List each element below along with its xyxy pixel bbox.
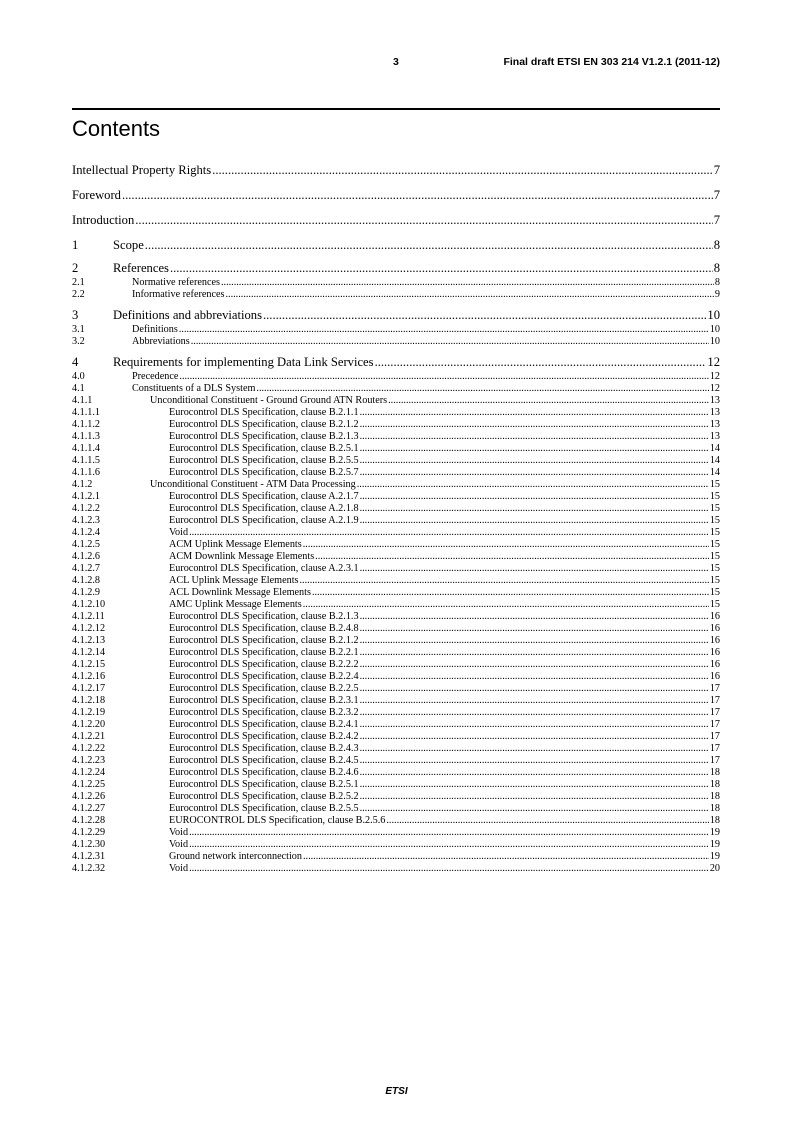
toc-entry-number: 4.1.2.2: [72, 503, 101, 514]
dot-leader: [360, 623, 709, 634]
dot-leader: [360, 491, 709, 502]
page-title: Contents: [72, 116, 161, 141]
toc-entry-page[interactable]: 13: [709, 431, 720, 442]
toc-entry[interactable]: [72, 647, 720, 659]
dot-leader: [360, 683, 709, 694]
toc-entry[interactable]: [72, 455, 720, 467]
toc-entry-number: 4.1.2.32: [72, 863, 106, 874]
toc-entry-number: 4.1.2.19: [72, 707, 106, 718]
toc-entry-title[interactable]: AMC Uplink Message Elements: [169, 599, 302, 610]
dot-leader: [360, 611, 709, 622]
toc-entry[interactable]: [72, 261, 720, 277]
toc-entry[interactable]: [72, 277, 720, 289]
page-footer: ETSI: [385, 1086, 408, 1097]
toc-entry-page[interactable]: 10: [709, 324, 720, 335]
toc-entry-page[interactable]: 15: [709, 587, 720, 598]
toc-entry-title[interactable]: Eurocontrol DLS Specification, clause B.2.5.1: [169, 779, 359, 790]
toc-entry-page[interactable]: 15: [709, 527, 720, 538]
dot-leader: [263, 308, 706, 323]
toc-entry-page[interactable]: 15: [709, 503, 720, 514]
toc-entry[interactable]: [72, 659, 720, 671]
toc-entry-number: 4.1.2.9: [72, 587, 101, 598]
toc-entry-title[interactable]: Eurocontrol DLS Specification, clause B.2.5.5: [169, 803, 359, 814]
toc-entry-page[interactable]: 15: [709, 563, 720, 574]
toc-entry[interactable]: [72, 238, 720, 254]
toc-entry-page[interactable]: 8: [713, 261, 720, 275]
header-rule: [72, 108, 720, 110]
toc-entry-number: 4.1.2.20: [72, 719, 106, 730]
toc-entry-page[interactable]: 19: [709, 827, 720, 838]
toc-entry-number: 4.1.2.25: [72, 779, 106, 790]
toc-entry[interactable]: [72, 731, 720, 743]
toc-entry-title[interactable]: Unconditional Constituent - ATM Data Processing: [150, 479, 356, 490]
toc-entry-page[interactable]: 16: [709, 623, 720, 634]
dot-leader: [145, 238, 713, 253]
dot-leader: [357, 479, 709, 490]
toc-entry[interactable]: [72, 336, 720, 348]
dot-leader: [135, 213, 712, 228]
toc-entry-page[interactable]: 18: [709, 815, 720, 826]
toc-entry-number: 4.1.2.31: [72, 851, 106, 862]
toc-entry-page[interactable]: 8: [713, 238, 720, 252]
dot-leader: [122, 188, 713, 203]
toc-entry-number: 4.1.1.3: [72, 431, 101, 442]
toc-entry[interactable]: [72, 289, 720, 301]
toc-entry[interactable]: [72, 163, 720, 181]
toc-entry-page[interactable]: 17: [709, 683, 720, 694]
toc-entry[interactable]: [72, 671, 720, 683]
toc-entry-title[interactable]: Eurocontrol DLS Specification, clause B.2.5.5: [169, 455, 359, 466]
toc-entry-title[interactable]: Normative references: [132, 277, 220, 288]
dot-leader: [300, 575, 709, 586]
toc-entry[interactable]: [72, 443, 720, 455]
toc-entry[interactable]: [72, 851, 720, 863]
toc-entry[interactable]: [72, 515, 720, 527]
dot-leader: [303, 599, 709, 610]
toc-entry-number: 4.1.2.22: [72, 743, 106, 754]
toc-entry-number: 4.1.2.16: [72, 671, 106, 682]
toc-entry-number: 4.1.2.30: [72, 839, 106, 850]
dot-leader: [360, 407, 709, 418]
toc-entry-title[interactable]: Constituents of a DLS System: [132, 383, 256, 394]
toc-entry-title[interactable]: Eurocontrol DLS Specification, clause B.2.5.2: [169, 791, 359, 802]
toc-entry-title[interactable]: Informative references: [132, 289, 225, 300]
toc-entry[interactable]: [72, 815, 720, 827]
toc-entry-page[interactable]: 15: [709, 479, 720, 490]
toc-entry-number: 4.1.1: [72, 395, 93, 406]
toc-entry-title[interactable]: Eurocontrol DLS Specification, clause B.2.4.2: [169, 731, 359, 742]
toc-entry-title[interactable]: Eurocontrol DLS Specification, clause B.2.4.8: [169, 623, 359, 634]
dot-leader: [179, 371, 708, 382]
toc-entry-number: 4.1.2.1: [72, 491, 101, 502]
toc-entry-page[interactable]: 16: [709, 647, 720, 658]
dot-leader: [360, 515, 709, 526]
toc-entry-title[interactable]: Eurocontrol DLS Specification, clause B.2.2.1: [169, 647, 359, 658]
toc-entry-title[interactable]: Precedence: [132, 371, 179, 382]
toc-entry[interactable]: [72, 635, 720, 647]
toc-entry-number: 4.1.2.6: [72, 551, 101, 562]
toc-entry-page[interactable]: 15: [709, 551, 720, 562]
dot-leader: [360, 503, 709, 514]
toc-entry-number: 4.1.2.28: [72, 815, 106, 826]
toc-entry-page[interactable]: 14: [709, 443, 720, 454]
toc-entry-number: 4.0: [72, 371, 85, 382]
toc-entry-number: 4.1.2.8: [72, 575, 101, 586]
toc-entry-page[interactable]: 13: [709, 395, 720, 406]
toc-entry-title[interactable]: Void: [169, 839, 189, 850]
dot-leader: [189, 839, 709, 850]
dot-leader: [360, 455, 709, 466]
dot-leader: [179, 324, 709, 335]
toc-entry-number: 4.1.2: [72, 479, 93, 490]
toc-entry[interactable]: [72, 407, 720, 419]
toc-entry-title[interactable]: Abbreviations: [132, 336, 190, 347]
page-number: 3: [393, 56, 399, 68]
toc-entry[interactable]: [72, 395, 720, 407]
toc-entry-title[interactable]: ACL Uplink Message Elements: [169, 575, 299, 586]
dot-leader: [360, 431, 709, 442]
toc-entry-number: 4.1.2.29: [72, 827, 106, 838]
toc-entry-title[interactable]: Intellectual Property Rights: [72, 163, 212, 177]
toc-entry[interactable]: [72, 383, 720, 395]
dot-leader: [225, 289, 713, 300]
toc-entry[interactable]: [72, 563, 720, 575]
toc-entry-title[interactable]: Eurocontrol DLS Specification, clause B.2.2.4: [169, 671, 359, 682]
toc-entry-page[interactable]: 19: [709, 851, 720, 862]
toc-entry-number: 3.2: [72, 336, 85, 347]
toc-entry-page[interactable]: 17: [709, 719, 720, 730]
toc-entry[interactable]: [72, 707, 720, 719]
toc-entry-title[interactable]: ACM Downlink Message Elements: [169, 551, 315, 562]
toc-entry-page[interactable]: 17: [709, 743, 720, 754]
toc-entry-page[interactable]: 16: [709, 671, 720, 682]
toc-entry-number: 2.2: [72, 289, 85, 300]
toc-entry-page[interactable]: 12: [709, 371, 720, 382]
toc-entry-number: 4.1.1.1: [72, 407, 101, 418]
dot-leader: [386, 815, 708, 826]
toc-entry[interactable]: [72, 539, 720, 551]
dot-leader: [212, 163, 713, 178]
toc-entry-title[interactable]: Eurocontrol DLS Specification, clause B.2.4.5: [169, 755, 359, 766]
toc-entry-page[interactable]: 17: [709, 755, 720, 766]
toc-entry-page[interactable]: 12: [707, 355, 720, 369]
toc-entry[interactable]: [72, 479, 720, 491]
toc-entry-title[interactable]: ACL Downlink Message Elements: [169, 587, 311, 598]
toc-entry-title[interactable]: Eurocontrol DLS Specification, clause B.2.1.2: [169, 419, 359, 430]
toc-entry[interactable]: [72, 767, 720, 779]
toc-entry[interactable]: [72, 355, 720, 371]
toc-entry-number: 4.1.2.26: [72, 791, 106, 802]
toc-entry[interactable]: [72, 467, 720, 479]
toc-entry[interactable]: [72, 743, 720, 755]
toc-entry[interactable]: [72, 188, 720, 206]
toc-entry-title[interactable]: Eurocontrol DLS Specification, clause B.2.5.1: [169, 443, 359, 454]
toc-entry-number: 4.1.1.6: [72, 467, 101, 478]
toc-entry-number: 4.1.2.27: [72, 803, 106, 814]
toc-entry-title[interactable]: ACM Uplink Message Elements: [169, 539, 302, 550]
dot-leader: [360, 719, 709, 730]
toc-entry-page[interactable]: 13: [709, 407, 720, 418]
dot-leader: [315, 551, 709, 562]
dot-leader: [170, 261, 713, 276]
toc-entry-title[interactable]: Eurocontrol DLS Specification, clause B.2.2.5: [169, 683, 359, 694]
toc-entry-title[interactable]: Eurocontrol DLS Specification, clause B.2.1.2: [169, 635, 359, 646]
toc-entry[interactable]: [72, 755, 720, 767]
toc-entry[interactable]: [72, 827, 720, 839]
toc-entry-page[interactable]: 19: [709, 839, 720, 850]
toc-entry-title[interactable]: Foreword: [72, 188, 121, 202]
dot-leader: [375, 355, 707, 370]
toc-entry-title[interactable]: Eurocontrol DLS Specification, clause A.2.1.7: [169, 491, 359, 502]
toc-entry-title[interactable]: EUROCONTROL DLS Specification, clause B.2.5.6: [169, 815, 386, 826]
toc-entry[interactable]: [72, 575, 720, 587]
dot-leader: [360, 707, 709, 718]
toc-entry-title[interactable]: Eurocontrol DLS Specification, clause A.2.3.1: [169, 563, 359, 574]
toc-entry-number: 4: [72, 355, 79, 369]
toc-entry-title[interactable]: Eurocontrol DLS Specification, clause B.2.5.7: [169, 467, 359, 478]
toc-entry-title[interactable]: Eurocontrol DLS Specification, clause B.2.4.1: [169, 719, 359, 730]
dot-leader: [303, 539, 709, 550]
dot-leader: [388, 395, 709, 406]
toc-entry-page[interactable]: 10: [709, 336, 720, 347]
toc-entry-title[interactable]: Requirements for implementing Data Link Services: [113, 355, 374, 369]
dot-leader: [189, 863, 709, 874]
toc-entry[interactable]: [72, 587, 720, 599]
toc-entry-number: 4.1.2.24: [72, 767, 106, 778]
toc-entry-title[interactable]: Eurocontrol DLS Specification, clause B.2.2.2: [169, 659, 359, 670]
toc-entry-title[interactable]: Ground network interconnection: [169, 851, 302, 862]
dot-leader: [360, 635, 709, 646]
toc-entry-title[interactable]: Eurocontrol DLS Specification, clause B.2.3.1: [169, 695, 359, 706]
toc-entry-number: 4.1.2.15: [72, 659, 106, 670]
toc-entry-page[interactable]: 9: [714, 289, 720, 300]
dot-leader: [360, 731, 709, 742]
toc-entry-number: 4.1.2.17: [72, 683, 106, 694]
toc-entry[interactable]: [72, 431, 720, 443]
toc-entry-page[interactable]: 12: [709, 383, 720, 394]
dot-leader: [312, 587, 709, 598]
toc-entry[interactable]: [72, 419, 720, 431]
toc-entry-title[interactable]: Void: [169, 527, 189, 538]
toc-entry-page[interactable]: 16: [709, 611, 720, 622]
toc-entry-page[interactable]: 14: [709, 467, 720, 478]
toc-entry-page[interactable]: 16: [709, 659, 720, 670]
toc-entry[interactable]: [72, 611, 720, 623]
dot-leader: [191, 336, 709, 347]
dot-leader: [360, 647, 709, 658]
toc-entry-page[interactable]: 17: [709, 707, 720, 718]
toc-entry-page[interactable]: 15: [709, 539, 720, 550]
toc-entry[interactable]: [72, 623, 720, 635]
toc-entry-number: 4.1.2.21: [72, 731, 106, 742]
toc-entry-number: 4.1.2.12: [72, 623, 106, 634]
toc-entry-title[interactable]: Eurocontrol DLS Specification, clause B.2.4.3: [169, 743, 359, 754]
toc-entry-number: 1: [72, 238, 79, 252]
toc-entry-number: 4.1.1.4: [72, 443, 101, 454]
toc-entry-page[interactable]: 20: [709, 863, 720, 874]
toc-entry-title[interactable]: Void: [169, 863, 189, 874]
toc-entry-page[interactable]: 14: [709, 455, 720, 466]
toc-entry-page[interactable]: 15: [709, 575, 720, 586]
toc-entry-title[interactable]: Eurocontrol DLS Specification, clause B.2.3.2: [169, 707, 359, 718]
toc-entry-number: 4.1: [72, 383, 85, 394]
table-of-contents: [72, 163, 720, 875]
toc-entry[interactable]: [72, 683, 720, 695]
toc-entry[interactable]: [72, 599, 720, 611]
toc-entry-page[interactable]: 18: [709, 791, 720, 802]
document-id: Final draft ETSI EN 303 214 V1.2.1 (2011-12): [503, 56, 720, 68]
toc-entry[interactable]: [72, 803, 720, 815]
toc-entry[interactable]: [72, 491, 720, 503]
toc-entry-number: 4.1.2.3: [72, 515, 101, 526]
toc-entry-title[interactable]: Unconditional Constituent - Ground Ground ATN Routers: [150, 395, 388, 406]
toc-entry-number: 4.1.2.11: [72, 611, 105, 622]
toc-entry-number: 4.1.1.5: [72, 455, 101, 466]
dot-leader: [360, 563, 709, 574]
toc-entry-number: 4.1.2.23: [72, 755, 106, 766]
toc-entry-page[interactable]: 15: [709, 491, 720, 502]
toc-entry[interactable]: [72, 324, 720, 336]
dot-leader: [189, 527, 709, 538]
toc-entry-number: 2: [72, 261, 79, 275]
toc-entry-number: 4.1.2.7: [72, 563, 101, 574]
toc-entry-page[interactable]: 18: [709, 803, 720, 814]
toc-entry[interactable]: [72, 839, 720, 851]
toc-entry-number: 4.1.2.10: [72, 599, 106, 610]
toc-entry-page[interactable]: 7: [713, 213, 720, 227]
dot-leader: [360, 467, 709, 478]
toc-entry-title[interactable]: Definitions and abbreviations: [113, 308, 262, 322]
dot-leader: [360, 659, 709, 670]
toc-entry-title[interactable]: Introduction: [72, 213, 135, 227]
toc-entry-page[interactable]: 15: [709, 599, 720, 610]
dot-leader: [221, 277, 714, 288]
toc-entry[interactable]: [72, 527, 720, 539]
dot-leader: [360, 419, 709, 430]
toc-entry[interactable]: [72, 213, 720, 231]
toc-entry-number: 4.1.2.14: [72, 647, 106, 658]
toc-entry-title[interactable]: Void: [169, 827, 189, 838]
toc-entry-page[interactable]: 17: [709, 695, 720, 706]
toc-entry-number: 2.1: [72, 277, 85, 288]
toc-entry-title[interactable]: References: [113, 261, 169, 275]
toc-entry-page[interactable]: 8: [714, 277, 720, 288]
toc-entry-number: 4.1.1.2: [72, 419, 101, 430]
toc-entry-title[interactable]: Scope: [113, 238, 144, 252]
toc-entry-page[interactable]: 13: [709, 419, 720, 430]
dot-leader: [256, 383, 708, 394]
toc-entry-title[interactable]: Definitions: [132, 324, 178, 335]
toc-entry-title[interactable]: Eurocontrol DLS Specification, clause A.2.1.8: [169, 503, 359, 514]
toc-entry-number: 4.1.2.13: [72, 635, 106, 646]
toc-entry-number: 3.1: [72, 324, 85, 335]
toc-entry-page[interactable]: 17: [709, 731, 720, 742]
toc-entry[interactable]: [72, 308, 720, 324]
toc-entry[interactable]: [72, 695, 720, 707]
toc-entry-title[interactable]: Eurocontrol DLS Specification, clause B.2.4.6: [169, 767, 359, 778]
dot-leader: [360, 443, 709, 454]
dot-leader: [303, 851, 709, 862]
toc-entry-page[interactable]: 18: [709, 767, 720, 778]
toc-entry-page[interactable]: 7: [713, 163, 720, 177]
toc-entry[interactable]: [72, 791, 720, 803]
toc-entry-title[interactable]: Eurocontrol DLS Specification, clause A.2.1.9: [169, 515, 359, 526]
toc-entry-number: 4.1.2.4: [72, 527, 101, 538]
toc-entry-number: 4.1.2.5: [72, 539, 101, 550]
dot-leader: [360, 743, 709, 754]
toc-entry-title[interactable]: Eurocontrol DLS Specification, clause B.2.1.1: [169, 407, 359, 418]
dot-leader: [360, 779, 709, 790]
toc-entry[interactable]: [72, 503, 720, 515]
toc-entry-number: 4.1.2.18: [72, 695, 106, 706]
toc-entry[interactable]: [72, 863, 720, 875]
dot-leader: [360, 755, 709, 766]
dot-leader: [360, 671, 709, 682]
dot-leader: [189, 827, 709, 838]
page-header: [72, 56, 720, 72]
toc-entry-title[interactable]: Eurocontrol DLS Specification, clause B.2.1.3: [169, 431, 359, 442]
toc-entry-page[interactable]: 16: [709, 635, 720, 646]
dot-leader: [360, 791, 709, 802]
toc-entry-title[interactable]: Eurocontrol DLS Specification, clause B.2.1.3: [169, 611, 359, 622]
toc-entry-page[interactable]: 18: [709, 779, 720, 790]
toc-entry[interactable]: [72, 779, 720, 791]
toc-entry-page[interactable]: 7: [713, 188, 720, 202]
toc-entry[interactable]: [72, 719, 720, 731]
toc-entry-number: 3: [72, 308, 79, 322]
toc-entry-page[interactable]: 10: [707, 308, 720, 322]
toc-entry[interactable]: [72, 551, 720, 563]
toc-entry-page[interactable]: 15: [709, 515, 720, 526]
dot-leader: [360, 803, 709, 814]
dot-leader: [360, 767, 709, 778]
dot-leader: [360, 695, 709, 706]
toc-entry[interactable]: [72, 371, 720, 383]
